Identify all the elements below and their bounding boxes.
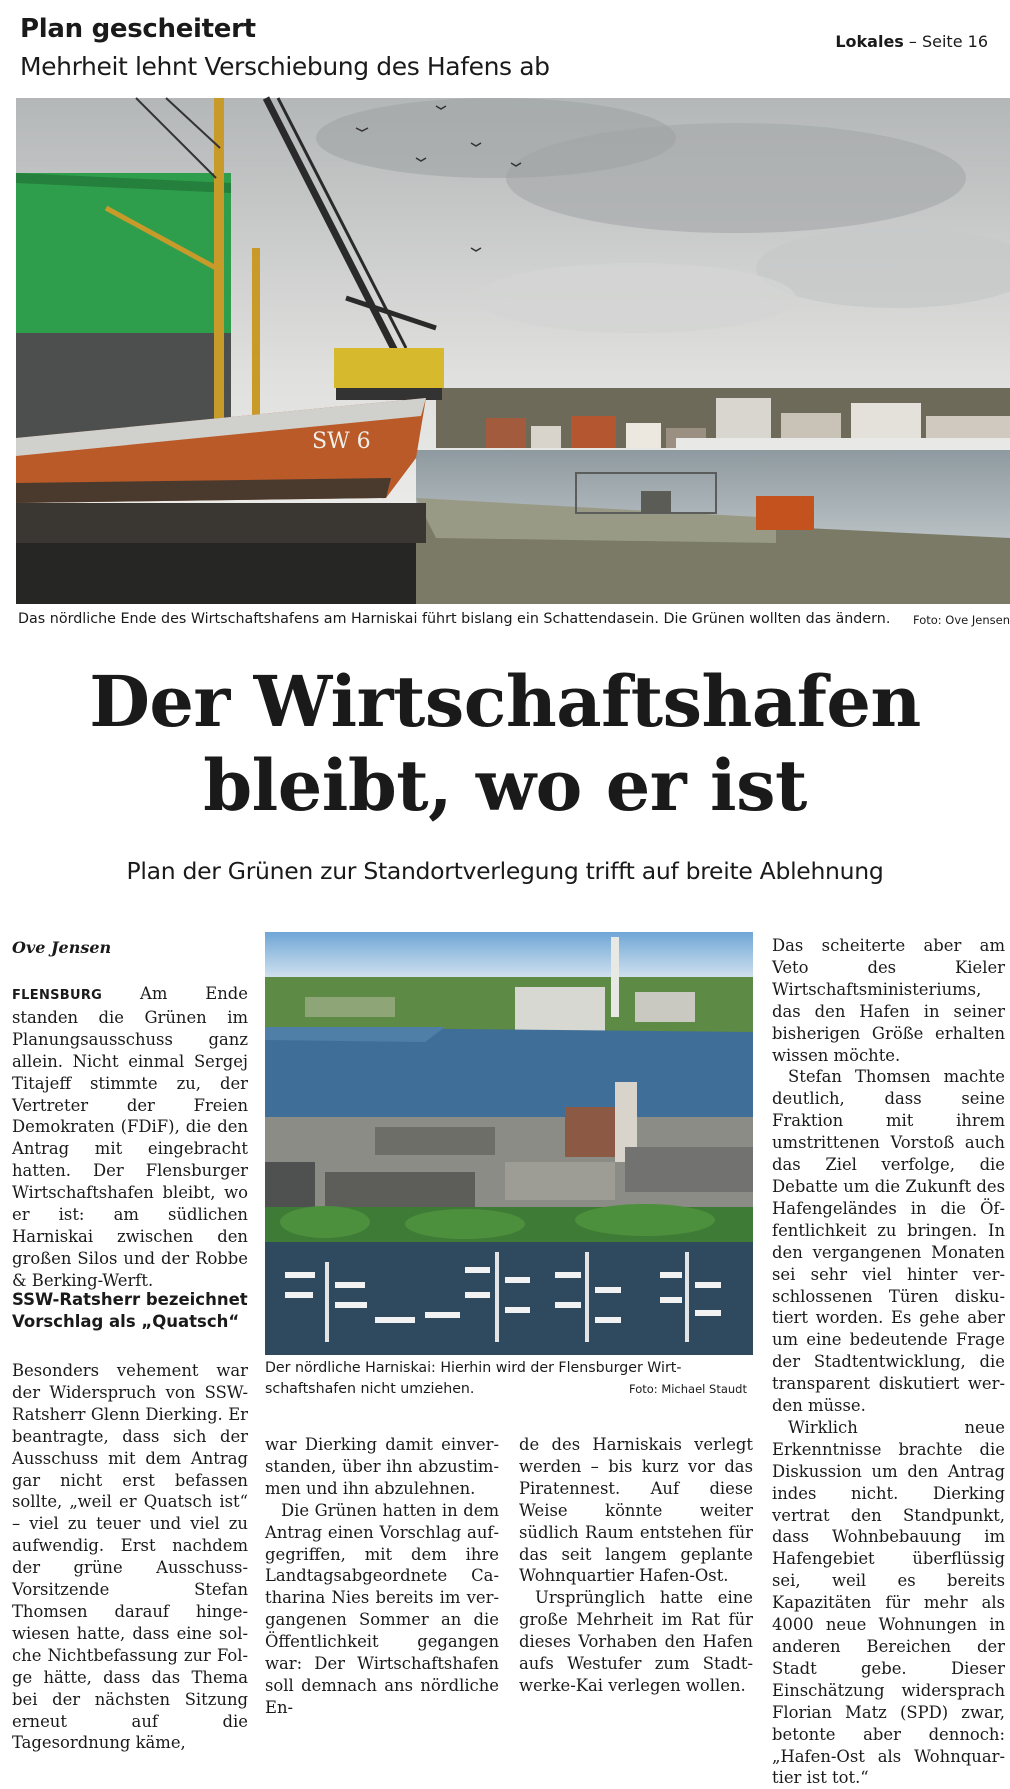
column-3 bbox=[519, 1434, 753, 1697]
headline bbox=[0, 660, 1010, 828]
section-label bbox=[835, 32, 988, 51]
aerial-photo bbox=[265, 932, 753, 1355]
column-2 bbox=[265, 1434, 499, 1719]
column-4 bbox=[772, 935, 1005, 1789]
harbour-photo bbox=[16, 98, 1010, 604]
article-paragraph: Stefan Thomsen machte deutlich, dass seine Fraktion mit ihrem umstrittenen Vorstoß auch das Ziel verfolge, die Debatte um die Zukunft des Hafengeländes in die Öffentlichkeit zu bringen. In den vergangenen Monaten sei sehr viel hinter verschlossenen Türen diskutiert worden. Es gehe aber um eine bedeutende Frage der Stadtentwicklung, die transparent diskutiert werden müsse. bbox=[772, 1067, 1005, 1416]
top-photo-caption: Das nördliche Ende des Wirtschaftshafens am Harniskai führt bislang ein Schattendasein. Die Grünen wollten das ändern. bbox=[18, 611, 891, 627]
dek: Plan der Grünen zur Standortverlegung trifft auf breite Ablehnung bbox=[126, 857, 884, 885]
article-paragraph: Ursprünglich hatte eine große Mehrheit im Rat für dieses Vorhaben den Hafen aufs Westufer zum Stadtwerke-Kai verlegen wollen. bbox=[519, 1588, 753, 1695]
section-name: Lokales bbox=[835, 32, 904, 51]
aerial-photo-caption: Der nördliche Harniskai: Hierhin wird der Flensburger Wirtschaftshafen nicht umziehen. bbox=[265, 1360, 682, 1397]
top-photo-credit: Foto: Ove Jensen bbox=[912, 613, 1010, 627]
column-1-top bbox=[12, 983, 248, 1292]
article-paragraph: Das scheiterte aber am Veto des Kieler Wirtschaftsministeriums, das den Hafen in seiner bisherigen Größe erhalten wissen möchte. bbox=[772, 936, 1005, 1065]
column-1-bottom bbox=[12, 1360, 248, 1754]
harbour-photo-illustration bbox=[16, 98, 1010, 604]
section-page: – Seite 16 bbox=[903, 32, 988, 51]
article-subhead: SSW-Ratsherr bezeichnet Vorschlag als „Quatsch“ bbox=[12, 1290, 248, 1331]
aerial-photo-illustration bbox=[265, 932, 753, 1355]
article-paragraph: Besonders vehement war der Widerspruch von SSW-Ratsherr Glenn Dierking. Er beantragte, dass sich der Ausschuss mit dem Antrag gar nicht erst befassen sollte, „weil er Quatsch ist“ – viel zu teuer und viel zu aufwendig. Erst nachdem der grüne Ausschuss-Vorsitzende Stefan Thomsen darauf hingewiesen hatte, dass eine solche Nichtbefassung zur Folge hätte, dass das Thema bei der nächsten Sitzung erneut auf die Tagesordnung käme, bbox=[12, 1361, 248, 1753]
article-paragraph bbox=[12, 983, 248, 1292]
headline-line-1: Der Wirtschaftshafen bbox=[89, 660, 921, 743]
dateline: FLENSBURG bbox=[12, 988, 103, 1003]
boat-registration: SW 6 bbox=[312, 429, 371, 454]
article-paragraph: de des Harniskais verlegt werden – bis kurz vor das Piratennest. Auf diese Weise könnte weiter südlich Raum entstehen für das seit langem geplante Wohnquartier Hafen-Ost. bbox=[519, 1435, 753, 1586]
subkicker: Mehrheit lehnt Verschiebung des Hafens ab bbox=[20, 52, 550, 81]
article-paragraph: Wirklich neue Erkenntnisse brachte die Diskussion um den Antrag indes nicht. Dierking vertrat den Standpunkt, dass Wohnbebauung im Hafengebiet überflüssig sei, weil es bereits Kapazitäten für mehr als 4000 neue Wohnungen in anderen Bereichen der Stadt gebe. Dieser Einschätzung widersprach Florian Matz (SPD) zwar, betonte aber dennoch: „Hafen-Ost als Wohnquartier ist tot.“ bbox=[772, 1417, 1005, 1788]
headline-line-2: bleibt, wo er ist bbox=[203, 744, 807, 827]
lead-text: Am Ende standen die Grünen im Planungsausschuss ganz allein. Nicht einmal Sergej Titajeff stimmte zu, der Vertreter der Freien Demokraten (FDiF), die den Antrag mit eingebracht hatten. Der Flensburger Wirtschaftshafen bleibt, wo er ist: am südlichen Harniskai zwischen den großen Silos und der Robbe & Berking-Werft. bbox=[12, 984, 248, 1290]
article-paragraph: war Dierking damit einverstanden, über ihn abzustimmen und ihn abzulehnen. bbox=[265, 1435, 499, 1498]
author: Ove Jensen bbox=[12, 938, 112, 957]
kicker: Plan gescheitert bbox=[20, 14, 256, 44]
aerial-photo-credit: Foto: Michael Staudt bbox=[629, 1382, 747, 1396]
article-paragraph: Die Grünen hatten in dem Antrag einen Vorschlag aufgegriffen, mit dem ihre Landtagsabgeordnete Catharina Nies bereits im vergangenen Sommer an die Öffentlichkeit gegangen war: Der Wirtschaftshafen soll demnach ans nördliche En- bbox=[265, 1500, 499, 1717]
